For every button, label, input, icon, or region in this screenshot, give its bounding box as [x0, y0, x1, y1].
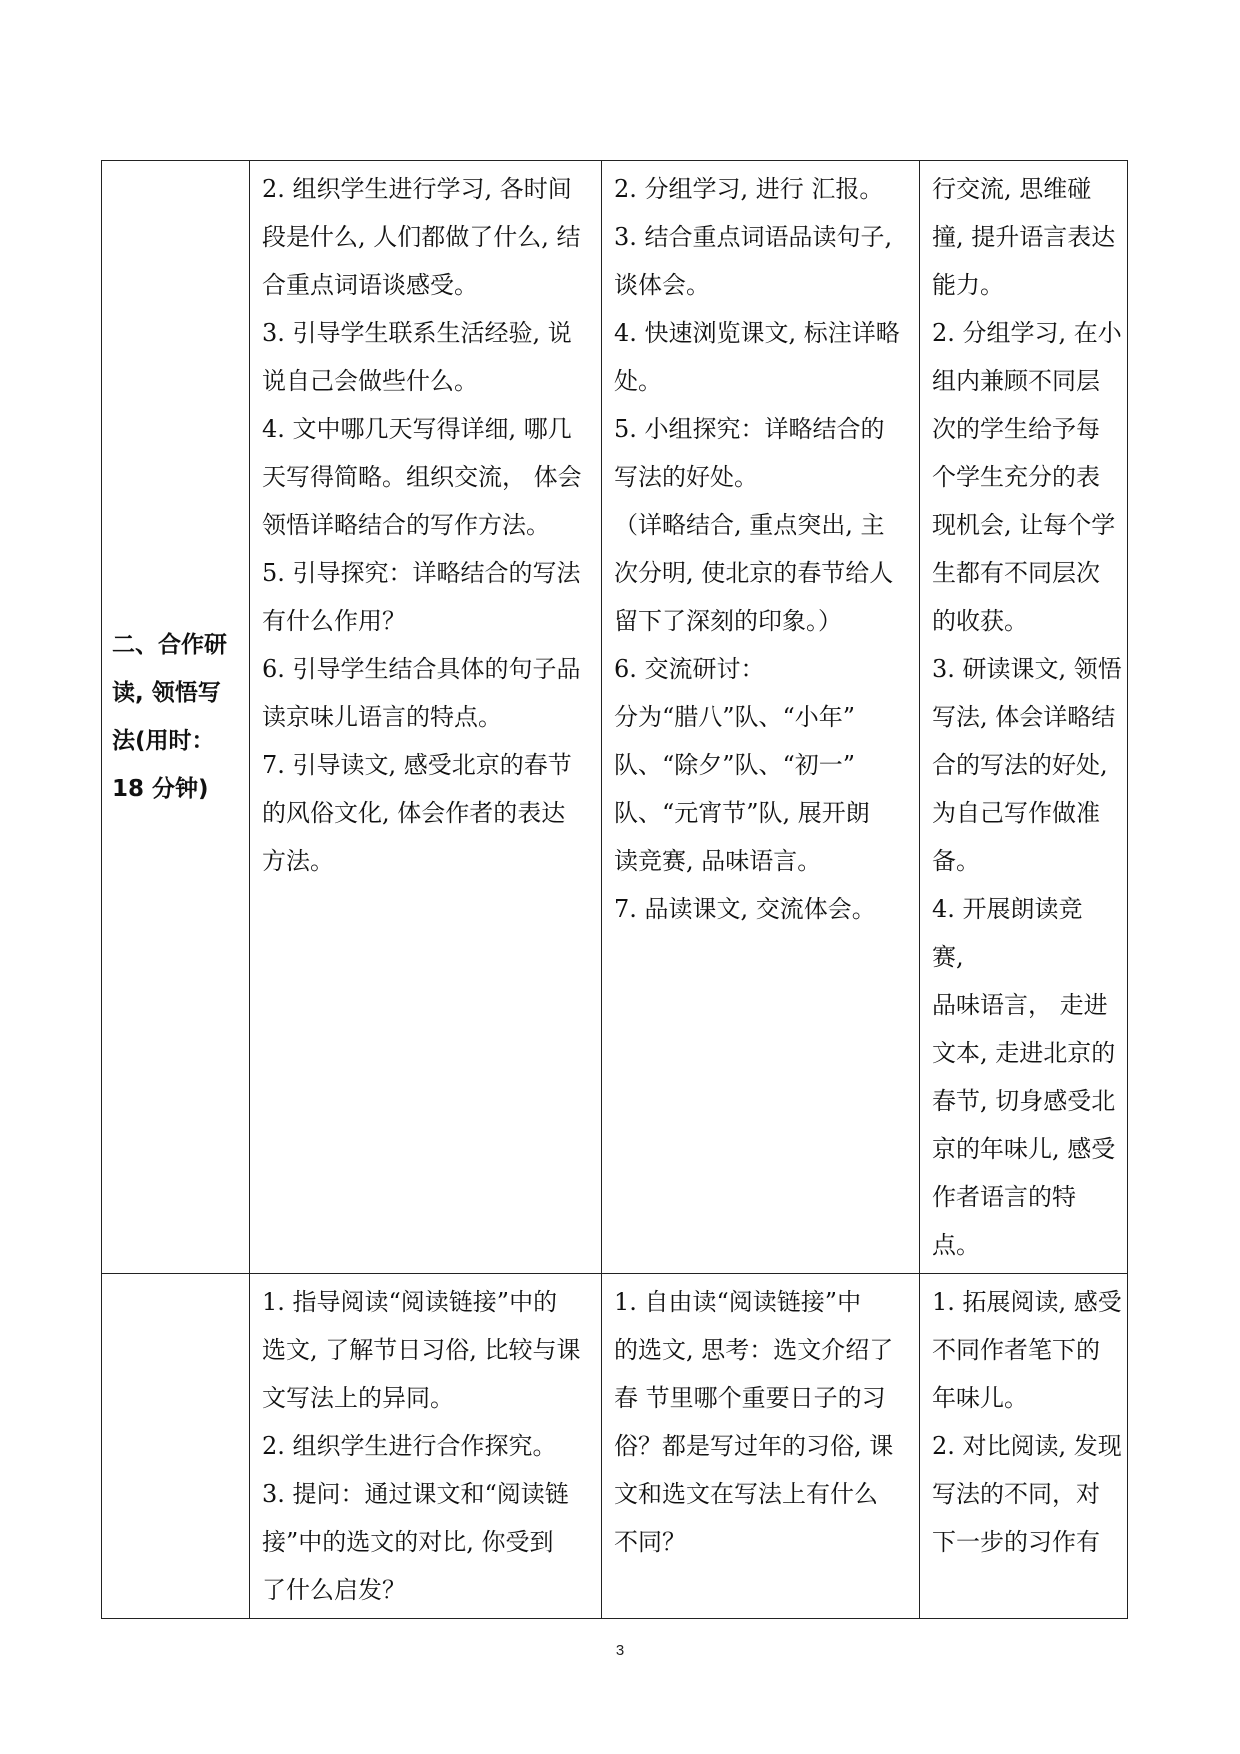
intent-line: 的收获。 [932, 607, 1028, 635]
teacher-line: 1. 指导阅读“阅读链接”中的 [262, 1288, 558, 1316]
intent-line: 下一步的习作有 [932, 1528, 1100, 1556]
intent-line: 2. 分组学习, 在小 [932, 319, 1122, 347]
lesson-plan-table [101, 160, 1128, 1619]
student-line: 处。 [614, 367, 662, 395]
intent-line: 3. 研读课文, 领悟 [932, 655, 1122, 683]
intent-line: 写法, 体会详略结 [932, 703, 1116, 731]
student-line: 不同？ [614, 1528, 686, 1556]
student-line: 的选文, 思考：选文介绍了 [614, 1336, 894, 1364]
intent-line: 生都有不同层次 [932, 559, 1100, 587]
intent-line: 年味儿。 [932, 1384, 1028, 1412]
teacher-line: 说自己会做些什么。 [262, 367, 478, 395]
teacher-line: 领悟详略结合的写作方法。 [262, 511, 550, 539]
student-line: 7. 品读课文, 交流体会。 [614, 895, 876, 923]
stage-cell [102, 161, 250, 1274]
student-line: 俗？都是写过年的习俗, 课 [614, 1432, 894, 1460]
teacher-line: 选文, 了解节日习俗, 比较与课 [262, 1336, 581, 1364]
teacher-line: 读京味儿语言的特点。 [262, 703, 502, 731]
teacher-line: 文写法上的异同。 [262, 1384, 454, 1412]
student-line: 3. 结合重点词语品读句子, [614, 223, 893, 251]
teacher-line: 6. 引导学生结合具体的句子品 [262, 655, 581, 683]
stage-cell-empty [102, 1274, 250, 1619]
intent-line: 备。 [932, 847, 980, 875]
table-row-extended-reading [102, 1274, 1128, 1619]
teacher-line: 4. 文中哪几天写得详细, 哪几 [262, 415, 572, 443]
intent-line: 合的写法的好处, [932, 751, 1108, 779]
teacher-activity-cell [250, 1274, 602, 1619]
intent-line: 组内兼顾不同层 [932, 367, 1100, 395]
student-line: 文和选文在写法上有什么 [614, 1480, 878, 1508]
stage-line: 18 分钟) [112, 776, 209, 802]
teacher-line: 3. 引导学生联系生活经验, 说 [262, 319, 572, 347]
student-line: 谈体会。 [614, 271, 710, 299]
stage-line: 法(用时： [112, 728, 215, 754]
design-intent-cell [920, 161, 1128, 1274]
intent-line: 撞, 提升语言表达 [932, 223, 1116, 251]
intent-line: 文本, 走进北京的 [932, 1039, 1116, 1067]
intent-line: 作者语言的特 [932, 1183, 1076, 1211]
intent-line: 现机会, 让每个学 [932, 511, 1116, 539]
stage-line: 读, 领悟写 [112, 680, 221, 706]
student-line: 分为“腊八”队、“小年” [614, 703, 856, 731]
student-line: 队、“元宵节”队, 展开朗 [614, 799, 870, 827]
intent-line: 行交流, 思维碰 [932, 175, 1092, 203]
teacher-line: 2. 组织学生进行合作探究。 [262, 1432, 557, 1460]
teacher-line: 天写得简略。组织交流， 体会 [262, 463, 582, 491]
intent-line: 2. 对比阅读, 发现 [932, 1432, 1122, 1460]
page-number: 3 [615, 1642, 625, 1659]
student-line: 1. 自由读“阅读链接”中 [614, 1288, 862, 1316]
student-line: 2. 分组学习, 进行 汇报。 [614, 175, 884, 203]
teacher-line: 接”中的选文的对比, 你受到 [262, 1528, 554, 1556]
teacher-line: 有什么作用？ [262, 607, 406, 635]
teacher-line: 合重点词语谈感受。 [262, 271, 478, 299]
student-line: （详略结合, 重点突出, 主 [614, 511, 885, 539]
stage-line: 二、合作研 [112, 632, 227, 658]
student-line: 写法的好处。 [614, 463, 758, 491]
teacher-line: 3. 提问：通过课文和“阅读链 [262, 1480, 569, 1508]
intent-line: 春节, 切身感受北 [932, 1087, 1116, 1115]
intent-line: 个学生充分的表 [932, 463, 1100, 491]
student-line: 4. 快速浏览课文, 标注详略 [614, 319, 900, 347]
intent-line: 赛, [932, 943, 964, 971]
teacher-line: 了什么启发？ [262, 1576, 406, 1604]
teacher-line: 2. 组织学生进行学习, 各时间 [262, 175, 572, 203]
teacher-line: 5. 引导探究：详略结合的写法 [262, 559, 581, 587]
teacher-line: 7. 引导读文, 感受北京的春节 [262, 751, 572, 779]
student-activity-cell [602, 1274, 920, 1619]
intent-line: 品味语言， 走进 [932, 991, 1108, 1019]
intent-line: 能力。 [932, 271, 1004, 299]
teacher-line: 的风俗文化, 体会作者的表达 [262, 799, 566, 827]
student-line: 5. 小组探究：详略结合的 [614, 415, 885, 443]
intent-line: 不同作者笔下的 [932, 1336, 1100, 1364]
student-line: 队、“除夕”队、“初一” [614, 751, 856, 779]
student-line: 6. 交流研讨： [614, 655, 765, 683]
intent-line: 京的年味儿, 感受 [932, 1135, 1116, 1163]
table-row-cooperative-reading [102, 161, 1128, 1274]
student-line: 留下了深刻的印象。） [614, 607, 842, 635]
intent-line: 1. 拓展阅读, 感受 [932, 1288, 1122, 1316]
student-activity-cell [602, 161, 920, 1274]
student-line: 春 节里哪个重要日子的习 [614, 1384, 886, 1412]
intent-line: 为自己写作做准 [932, 799, 1100, 827]
intent-line: 次的学生给予每 [932, 415, 1100, 443]
teacher-activity-cell [250, 161, 602, 1274]
intent-line: 4. 开展朗读竞 [932, 895, 1083, 923]
intent-line: 写法的不同，对 [932, 1480, 1100, 1508]
teacher-line: 段是什么, 人们都做了什么, 结 [262, 223, 581, 251]
teacher-line: 方法。 [262, 847, 334, 875]
intent-line: 点。 [932, 1231, 980, 1259]
student-line: 次分明, 使北京的春节给人 [614, 559, 894, 587]
design-intent-cell [920, 1274, 1128, 1619]
student-line: 读竞赛, 品味语言。 [614, 847, 822, 875]
